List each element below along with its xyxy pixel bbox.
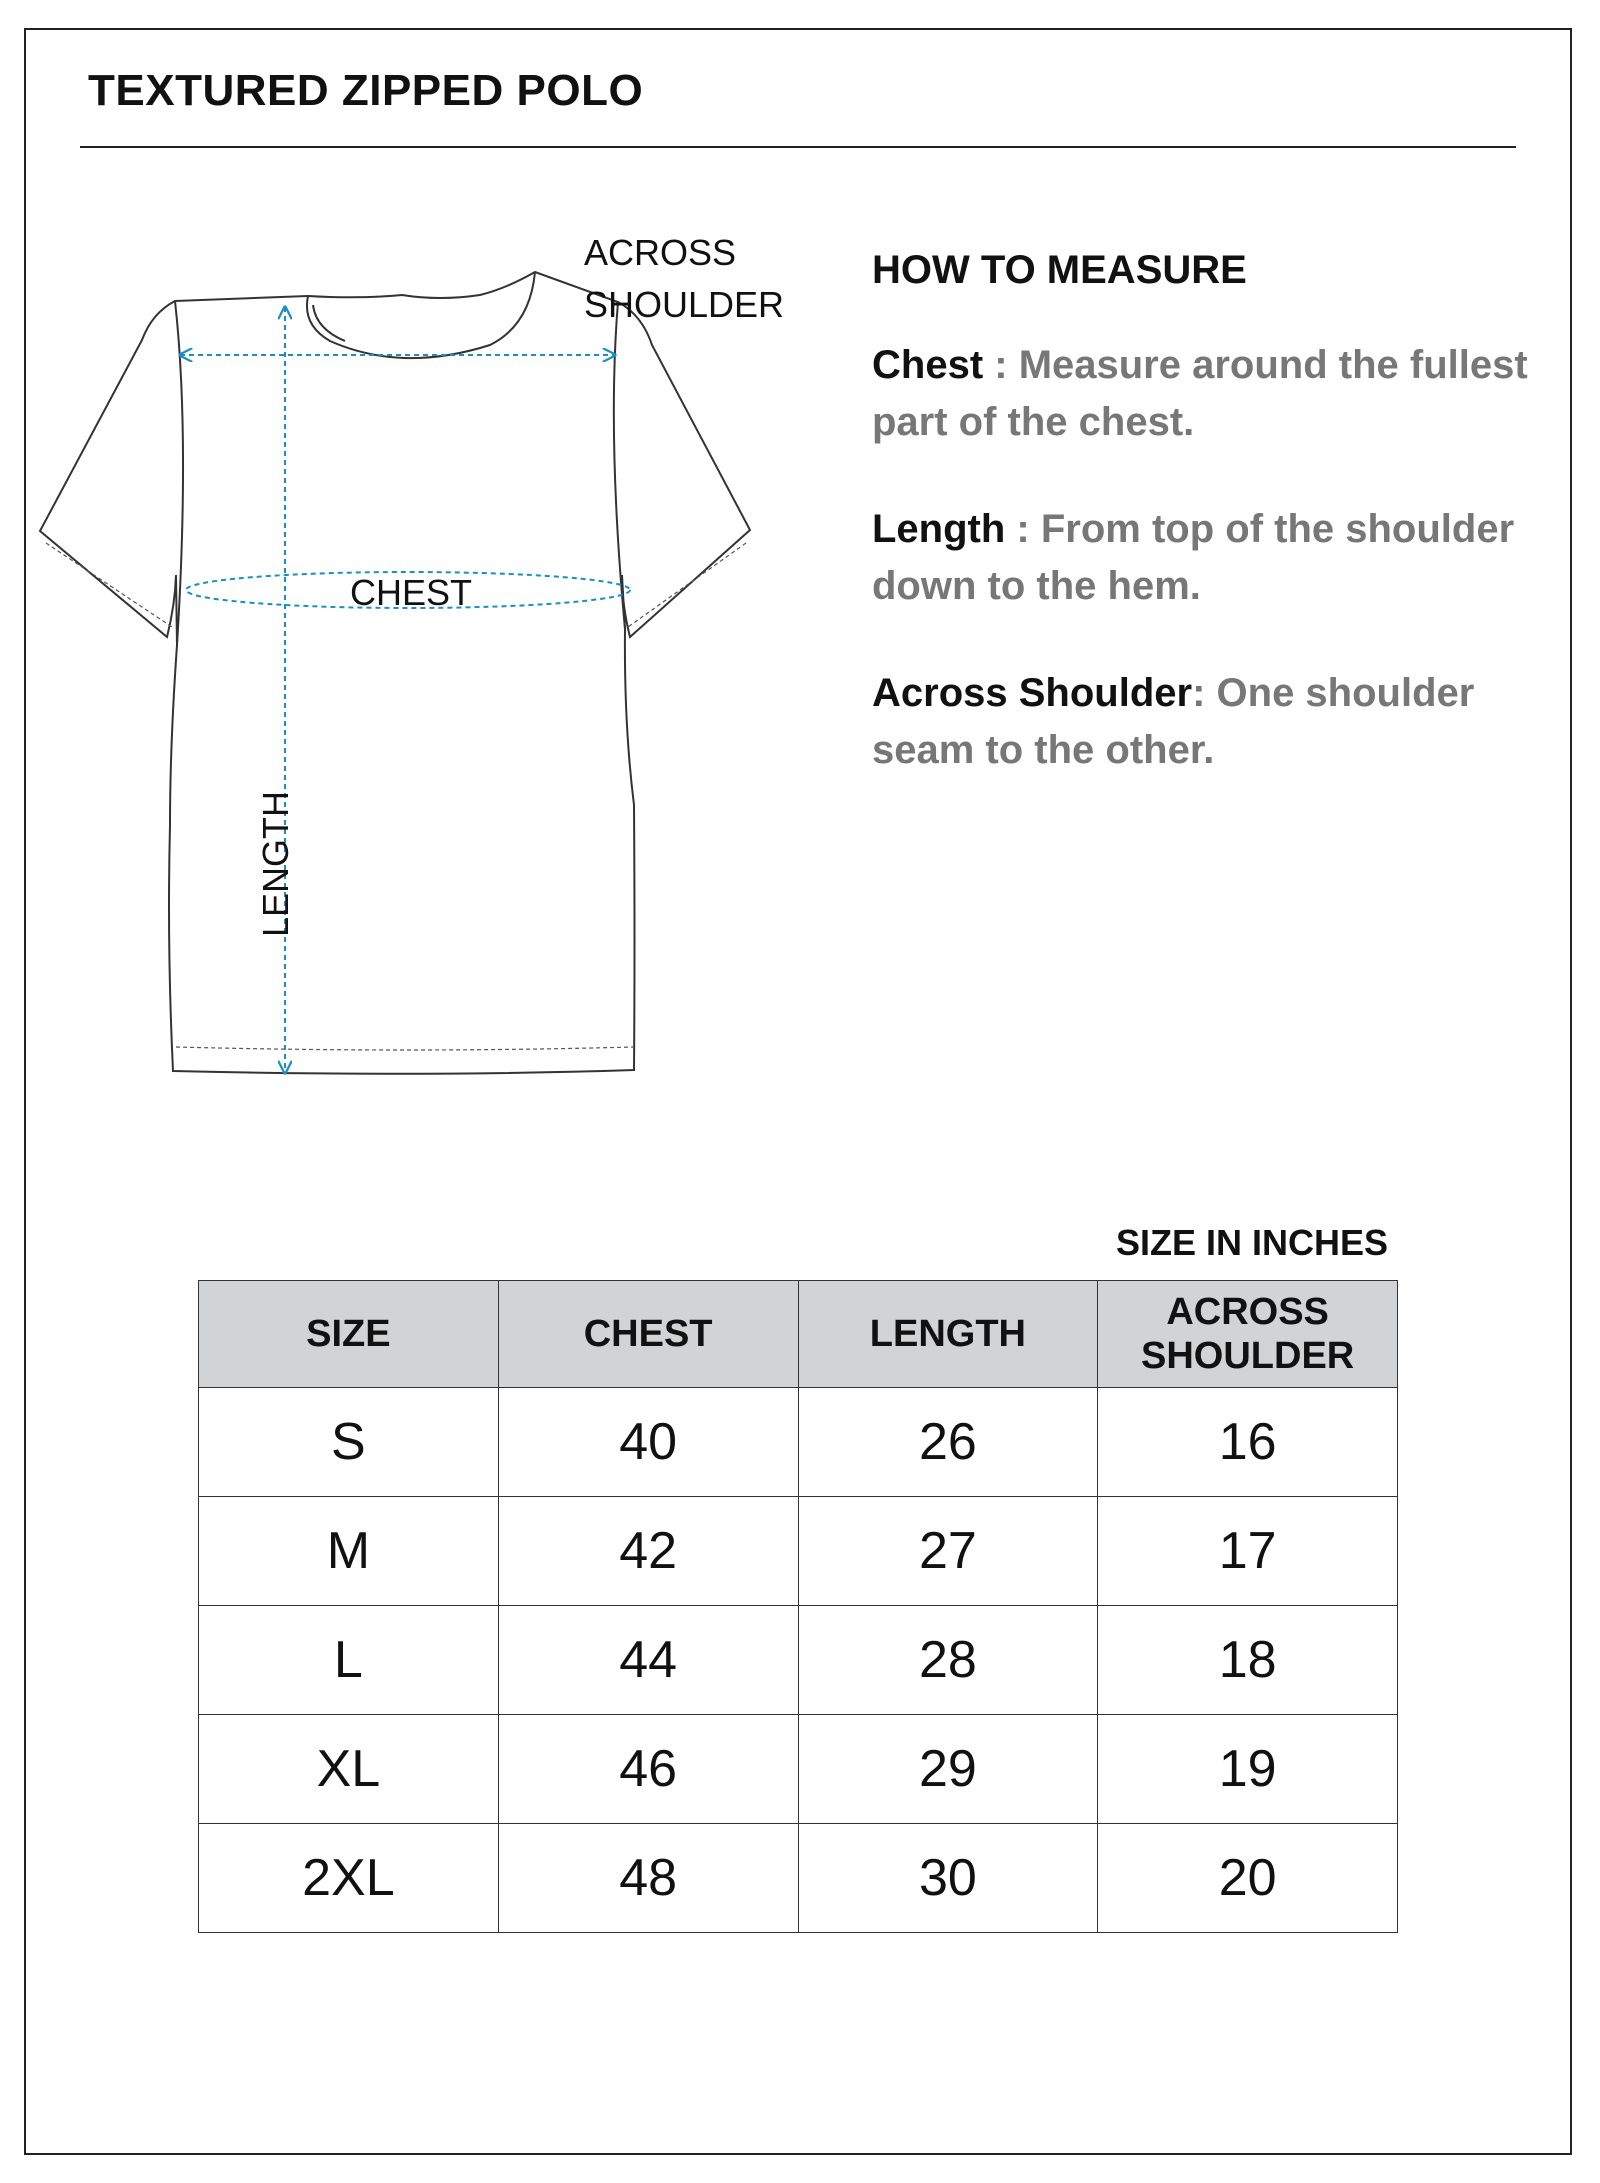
- cell-size: 2XL: [199, 1824, 499, 1933]
- cell-across-shoulder: 17: [1098, 1497, 1398, 1606]
- table-row: [199, 1388, 1398, 1497]
- chest-description: Measure around the fullest part of the chest.: [872, 343, 1528, 444]
- table-row: [199, 1824, 1398, 1933]
- cell-size: XL: [199, 1715, 499, 1824]
- header-across-line1: ACROSS: [1166, 1291, 1329, 1333]
- across-shoulder-description: One shoulder seam to the other.: [872, 671, 1475, 772]
- product-title: TEXTURED ZIPPED POLO: [88, 66, 644, 115]
- header-size: SIZE: [199, 1281, 499, 1388]
- tshirt-measurement-diagram: [30, 225, 820, 1105]
- title-divider: [80, 146, 1516, 148]
- cell-size: S: [199, 1388, 499, 1497]
- chest-term: Chest: [872, 343, 984, 387]
- cell-across-shoulder: 18: [1098, 1606, 1398, 1715]
- table-row: [199, 1715, 1398, 1824]
- cell-length: 29: [798, 1715, 1098, 1824]
- cell-chest: 40: [498, 1388, 798, 1497]
- cell-chest: 46: [498, 1715, 798, 1824]
- cell-across-shoulder: 20: [1098, 1824, 1398, 1933]
- across-shoulder-term: Across Shoulder: [872, 671, 1193, 715]
- cell-size: M: [199, 1497, 499, 1606]
- table-row: [199, 1497, 1398, 1606]
- header-chest: CHEST: [498, 1281, 798, 1388]
- cell-length: 26: [798, 1388, 1098, 1497]
- how-to-measure-heading: HOW TO MEASURE: [872, 248, 1247, 292]
- tshirt-outline: [40, 272, 750, 1074]
- length-term: Length: [872, 507, 1006, 551]
- how-to-measure-section: [872, 248, 1532, 829]
- length-instruction: [872, 501, 1532, 615]
- length-label: LENGTH: [255, 790, 296, 937]
- cell-across-shoulder: 16: [1098, 1388, 1398, 1497]
- cell-length: 27: [798, 1497, 1098, 1606]
- header-length: LENGTH: [798, 1281, 1098, 1388]
- cell-across-shoulder: 19: [1098, 1715, 1398, 1824]
- cell-chest: 44: [498, 1606, 798, 1715]
- across-shoulder-label: ACROSS SHOULDER: [584, 232, 785, 325]
- across-shoulder-separator: :: [1192, 671, 1217, 715]
- chest-instruction: [872, 337, 1532, 451]
- measure-lines: [180, 307, 630, 1073]
- cell-size: L: [199, 1606, 499, 1715]
- size-chart-table: [198, 1280, 1398, 1933]
- length-description: From top of the shoulder down to the hem.: [872, 507, 1515, 608]
- size-unit-label: SIZE IN INCHES: [1116, 1222, 1389, 1263]
- header-across-line2: SHOULDER: [1141, 1335, 1355, 1377]
- chest-separator: :: [983, 343, 1019, 387]
- cell-chest: 42: [498, 1497, 798, 1606]
- cell-length: 28: [798, 1606, 1098, 1715]
- cell-chest: 48: [498, 1824, 798, 1933]
- cell-length: 30: [798, 1824, 1098, 1933]
- chest-label: CHEST: [350, 572, 473, 613]
- table-row: [199, 1606, 1398, 1715]
- size-chart-header-row: [199, 1281, 1398, 1388]
- across-shoulder-instruction: [872, 665, 1532, 779]
- length-separator: :: [1005, 507, 1041, 551]
- stitch-lines: [46, 543, 746, 1050]
- header-across-shoulder: [1098, 1281, 1398, 1388]
